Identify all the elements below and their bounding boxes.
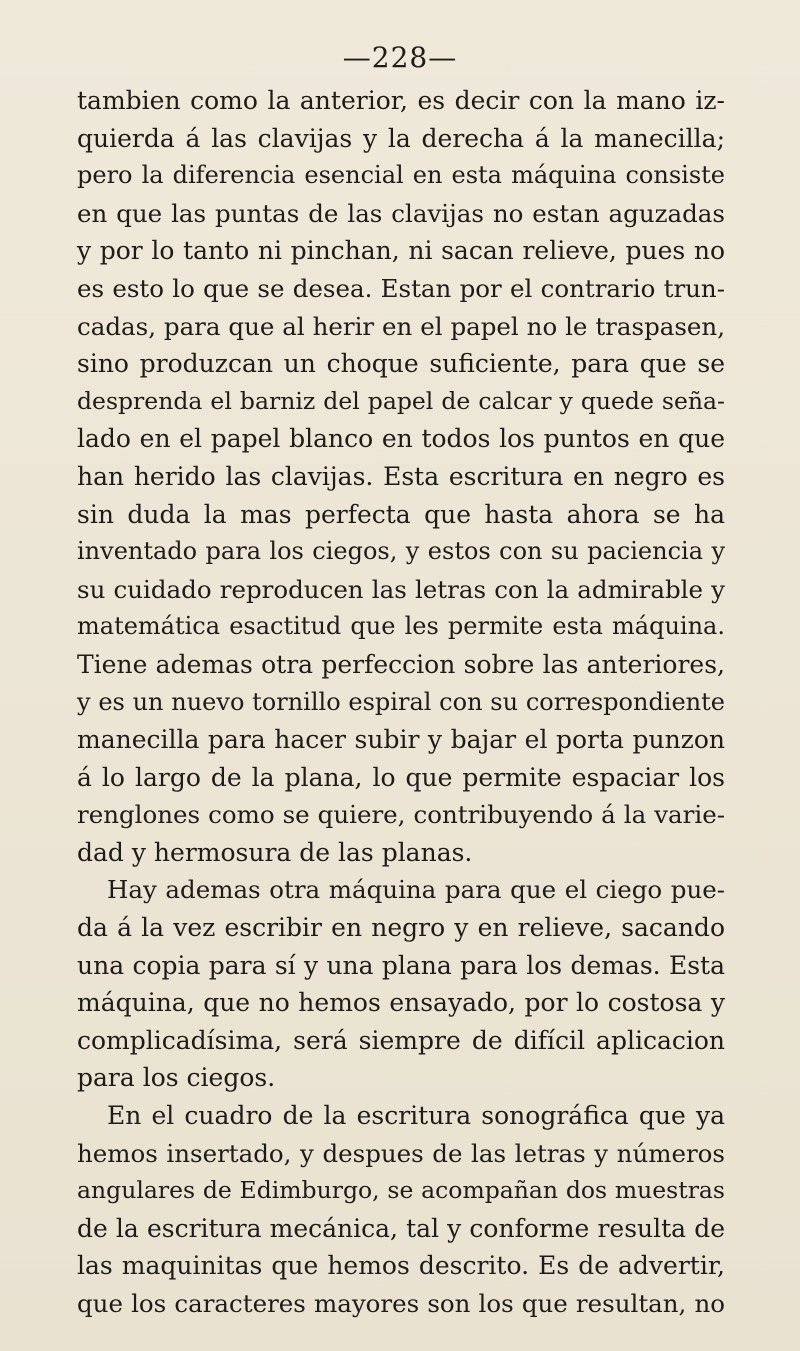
text-line: á lo largo de la plana, lo que permite espaciar los — [77, 762, 725, 792]
text-line: angulares de Edimburgo, se acompañan dos muestras — [77, 1176, 725, 1205]
text-line: desprenda el barniz del papel de calcar y quede seña- — [77, 386, 725, 415]
page-number: —228— — [342, 41, 458, 74]
text-line: tambien como la anterior, es decir con la mano iz- — [77, 86, 725, 115]
text-line: manecilla para hacer subir y bajar el porta punzon — [77, 725, 725, 755]
text-line: de la escritura mecánica, tal y conforme resulta de — [77, 1213, 725, 1243]
text-line: dad y hermosura de las planas. — [77, 837, 473, 867]
text-line: y por lo tanto ni pinchan, ni sacan relieve, pues no — [77, 236, 725, 266]
text-line: matemática esactitud que les permite esta máquina. — [77, 612, 725, 641]
text-line: su cuidado reproducen las letras con la admirable y — [77, 574, 725, 604]
body-text — [77, 82, 725, 1323]
text-line: da á la vez escribir en negro y en relieve, sacando — [77, 913, 725, 943]
text-line: Hay ademas otra máquina para que el ciego pue- — [107, 875, 725, 905]
text-line: en que las puntas de las clavijas no estan aguzadas — [77, 198, 725, 228]
text-line: pero la diferencia esencial en esta máquina consiste — [77, 161, 725, 190]
text-line: Tiene ademas otra perfeccion sobre las anteriores, — [77, 649, 725, 679]
text-line: En el cuadro de la escritura sonográfica que ya — [107, 1101, 725, 1131]
text-line: máquina, que no hemos ensayado, por lo costosa y — [77, 988, 725, 1018]
text-line: sin duda la mas perfecta que hasta ahora se ha — [77, 499, 725, 529]
text-line: y es un nuevo tornillo espiral con su correspondiente — [77, 687, 725, 716]
text-line: sino produzcan un choque suficiente, para que se — [77, 349, 725, 379]
text-line: lado en el papel blanco en todos los puntos en que — [77, 424, 725, 454]
text-line: hemos insertado, y despues de las letras y números — [77, 1138, 725, 1168]
text-line: las maquinitas que hemos descrito. Es de advertir, — [77, 1251, 725, 1281]
text-line: quierda á las clavijas y la derecha á la manecilla; — [77, 123, 725, 153]
text-line: una copia para sí y una plana para los demas. Esta — [77, 950, 725, 980]
text-line: que los caracteres mayores son los que resultan, no — [77, 1289, 725, 1318]
text-line: complicadísima, será siempre de difícil aplicacion — [77, 1025, 725, 1055]
text-line: para los ciegos. — [77, 1063, 276, 1093]
text-line: es esto lo que se desea. Estan por el contrario trun- — [77, 273, 725, 303]
text-line: han herido las clavijas. Esta escritura en negro es — [77, 461, 725, 491]
text-line: renglones como se quiere, contribuyendo á la varie- — [77, 800, 725, 830]
text-line: inventado para los ciegos, y estos con su paciencia y — [77, 537, 725, 566]
text-line: cadas, para que al herir en el papel no le traspasen, — [77, 311, 725, 341]
